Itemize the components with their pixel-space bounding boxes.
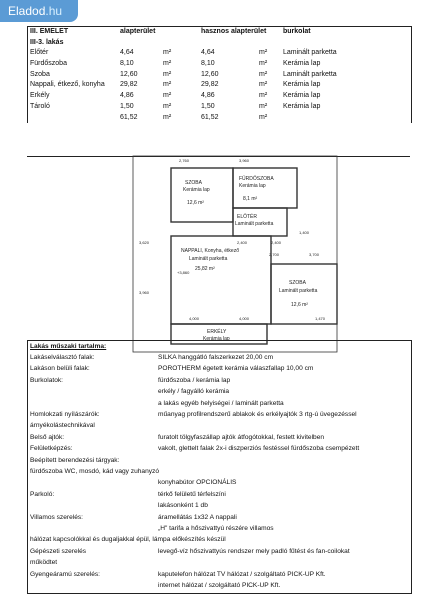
totals-row: 61,52 m² 61,52 m² (120, 113, 268, 121)
spec-value: fürdőszoba / kerámia lap (158, 376, 231, 384)
spec-label: fürdőszoba WC, mosdó, kád vagy zuhanyzó (30, 468, 160, 475)
site-logo[interactable]: Eladod.hu (0, 0, 78, 22)
table-header (28, 27, 411, 38)
spec-label: árnyékolástechnikával (30, 422, 95, 430)
plan-dimension: 2,400 (237, 240, 248, 245)
col-cover: burkolat (283, 28, 311, 35)
floor-sheet (27, 26, 410, 592)
plan-dimension: +3,860 (177, 270, 190, 275)
spec-value: kaputelefon hálózat TV hálózat / szolgáltató PICK-UP Kft. (158, 570, 326, 578)
plan-nappali: NAPPALI, Konyha, étkező (181, 248, 239, 254)
spec-label: Lakáselválasztó falak: (30, 354, 95, 361)
plan-dimension: 4,000 (239, 316, 250, 321)
room-row: Tároló 1,50 m² 1,50 m² Kerámia lap (30, 102, 321, 110)
spec-value: „H" tarifa a hőszivattyú részére villamos (158, 525, 274, 532)
plan-szoba2: SZOBA (289, 280, 306, 286)
plan-dimension: 2,760 (179, 158, 190, 163)
spec-value: POROTHERM égetett kerámia válaszfallap 10,00 cm (158, 365, 314, 373)
svg-text:Kerámia lap: Kerámia lap (183, 187, 210, 193)
spec-value: internet hálózat / szolgáltató PICK-UP Kft. (158, 582, 281, 589)
col-net: hasznos alapterület (201, 28, 267, 35)
col-area: alapterület (120, 28, 156, 35)
spec-label: Villamos szerelés: (30, 513, 84, 521)
spec-label: Homlokzati nyílászárók: (30, 411, 100, 418)
spec-label: Lakáson belüli falak: (30, 365, 90, 373)
svg-text:Laminált parketta: Laminált parketta (235, 221, 274, 227)
plan-furdo: FÜRDŐSZOBA (239, 176, 274, 182)
room-szoba-2 (271, 264, 337, 324)
spec-value: levegő-víz hőszivattyús rendszer mely padló fűtést és fan-coilokat (158, 547, 350, 555)
svg-text:8,1 m²: 8,1 m² (243, 196, 258, 202)
spec-value: SILKA hanggátló falszerkezet 20,00 cm (158, 354, 274, 361)
plan-erkely: ERKÉLY (207, 329, 227, 335)
plan-dimension: 3,960 (139, 290, 150, 295)
svg-text:Kerámia lap: Kerámia lap (203, 336, 230, 342)
plan-dimension: 2,700 (269, 252, 280, 257)
svg-text:Laminált parketta: Laminált parketta (189, 256, 228, 262)
room-szoba-1 (171, 168, 233, 222)
spec-value: konyhabútor OPCIONÁLIS (158, 479, 237, 487)
unit-row (28, 38, 411, 49)
area-table (27, 26, 412, 123)
plan-szoba1: SZOBA (185, 180, 202, 186)
spec-value: furatolt tölgyfaszállap ajtók átfogótokkal, festett kivitelben (158, 433, 325, 441)
spec-label: Belső ajtók: (30, 433, 65, 441)
svg-text:Kerámia lap: Kerámia lap (239, 183, 266, 189)
room-row: Szoba 12,60 m² 12,60 m² Laminált parketta (30, 70, 337, 78)
spec-label: Parkoló: (30, 490, 55, 498)
room-row: Fürdőszoba 8,10 m² 8,10 m² Kerámia lap (30, 60, 321, 68)
room-row: Előtér 4,64 m² 4,64 m² Laminált parketta (30, 49, 337, 57)
spec-label: Gépészeti szerelés (30, 547, 87, 555)
spec-value: lakásonként 1 db (158, 502, 208, 510)
spec-value: műanyag profilrendszerű ablakok és erkélyajtók 3 rtg-ú üvegezéssel (158, 411, 357, 418)
spec-value: erkély / fagyálló kerámia (158, 388, 230, 396)
spec-value: térkő felületű térfelszíni (158, 490, 226, 498)
svg-text:Laminált parketta: Laminált parketta (279, 288, 318, 294)
unit-label: III-3. lakás (30, 38, 64, 46)
plan-dimension: 3,960 (239, 158, 250, 163)
spec-box (27, 340, 412, 594)
spec-value: vakolt, glettelt falak 2x-i diszperziós festéssel fürdőszoba csempézett (158, 445, 360, 453)
plan-dimension: 4,000 (189, 316, 200, 321)
plan-dimension: 2,400 (271, 240, 282, 245)
plan-dimension: 1,470 (315, 316, 326, 321)
spec-label: Gyengeáramú szerelés: (30, 570, 101, 578)
spec-label: Felületképzés: (30, 445, 73, 453)
spec-value: áramellátás 1x32 A nappali (158, 513, 237, 521)
svg-text:12,6 m²: 12,6 m² (291, 302, 308, 308)
spec-label: Burkolatok: (30, 376, 63, 384)
floor-plan (119, 144, 349, 364)
spec-label: Beépített berendezési tárgyak: (30, 456, 120, 464)
plan-dimension: 1,400 (299, 230, 310, 235)
spec-title: Lakás műszaki tartalma: (30, 343, 107, 350)
spec-label: hálózat kapcsolókkal és dugaljakkal épül, lámpa előkészítés készül (30, 536, 226, 544)
svg-text:25,82 m²: 25,82 m² (195, 266, 215, 272)
room-row: Erkély 4,86 m² 4,86 m² Kerámia lap (30, 92, 321, 100)
plan-dimension: 3,620 (139, 240, 150, 245)
floor-label: III. EMELET (30, 28, 69, 35)
plan-eloter: ELŐTÉR (237, 214, 258, 220)
spec-value: a lakás egyéb helyiségei / laminált parketta (158, 399, 284, 407)
room-row: Nappali, étkező, konyha 29,82 m² 29,82 m² Kerámia lap (30, 81, 321, 89)
spec-label: működtet (30, 559, 58, 567)
plan-dimension: 3,700 (309, 252, 320, 257)
svg-text:12,6 m²: 12,6 m² (187, 200, 204, 206)
